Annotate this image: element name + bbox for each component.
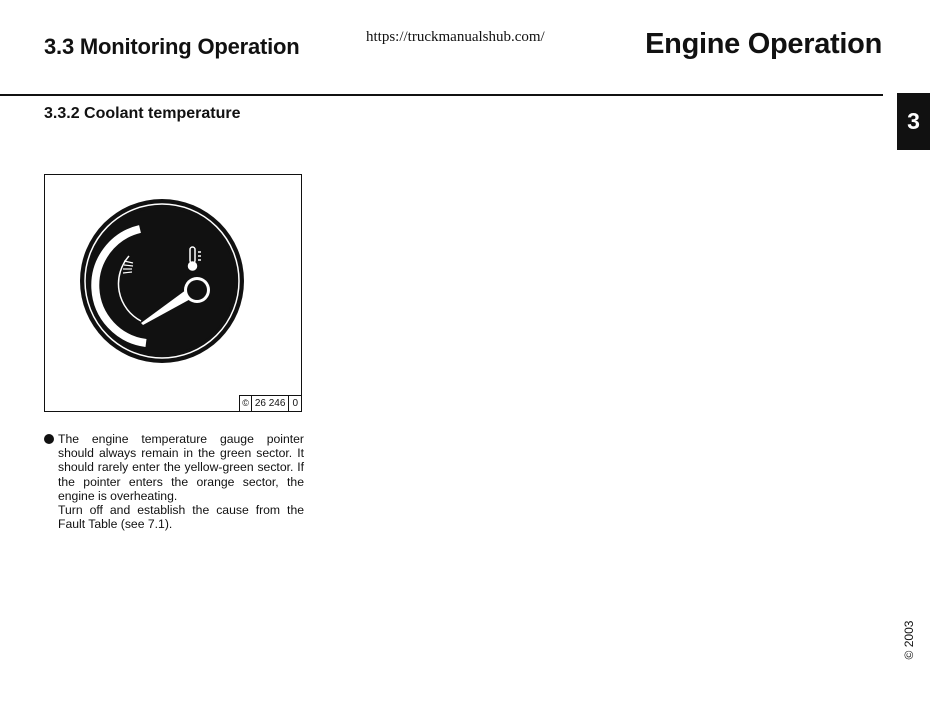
subsection-title: 3.3.2 Coolant temperature <box>44 105 241 122</box>
figure-code-revision: 0 <box>288 396 301 411</box>
instruction-paragraph-2: Turn off and establish the cause from the Fault Table (see 7.1). <box>58 503 304 532</box>
section-title: 3.3 Monitoring Operation <box>44 34 300 59</box>
pointer-hub <box>187 280 207 300</box>
figure-code <box>239 395 301 411</box>
header-rule <box>0 94 883 96</box>
copyright-notice: © 2003 <box>902 620 916 660</box>
instruction-text <box>58 432 304 531</box>
source-url[interactable]: https://truckmanualshub.com/ <box>366 29 545 45</box>
instruction-bullet <box>44 432 304 531</box>
gauge-figure <box>44 174 302 412</box>
chapter-tab: 3 <box>897 93 930 150</box>
figure-code-number: 26 246 <box>254 398 286 409</box>
instruction-paragraph-1: The engine temperature gauge pointer should always remain in the green sector. It should rarely enter the yellow-green sector. If the pointer enters the orange sector, the engine is overheating. <box>58 432 304 503</box>
gauge-face <box>89 208 235 354</box>
coolant-gauge-illustration <box>45 175 301 411</box>
chapter-title: Engine Operation <box>645 28 882 60</box>
figure-copyright-mark: © <box>240 396 252 411</box>
bullet-dot-icon <box>44 434 54 444</box>
